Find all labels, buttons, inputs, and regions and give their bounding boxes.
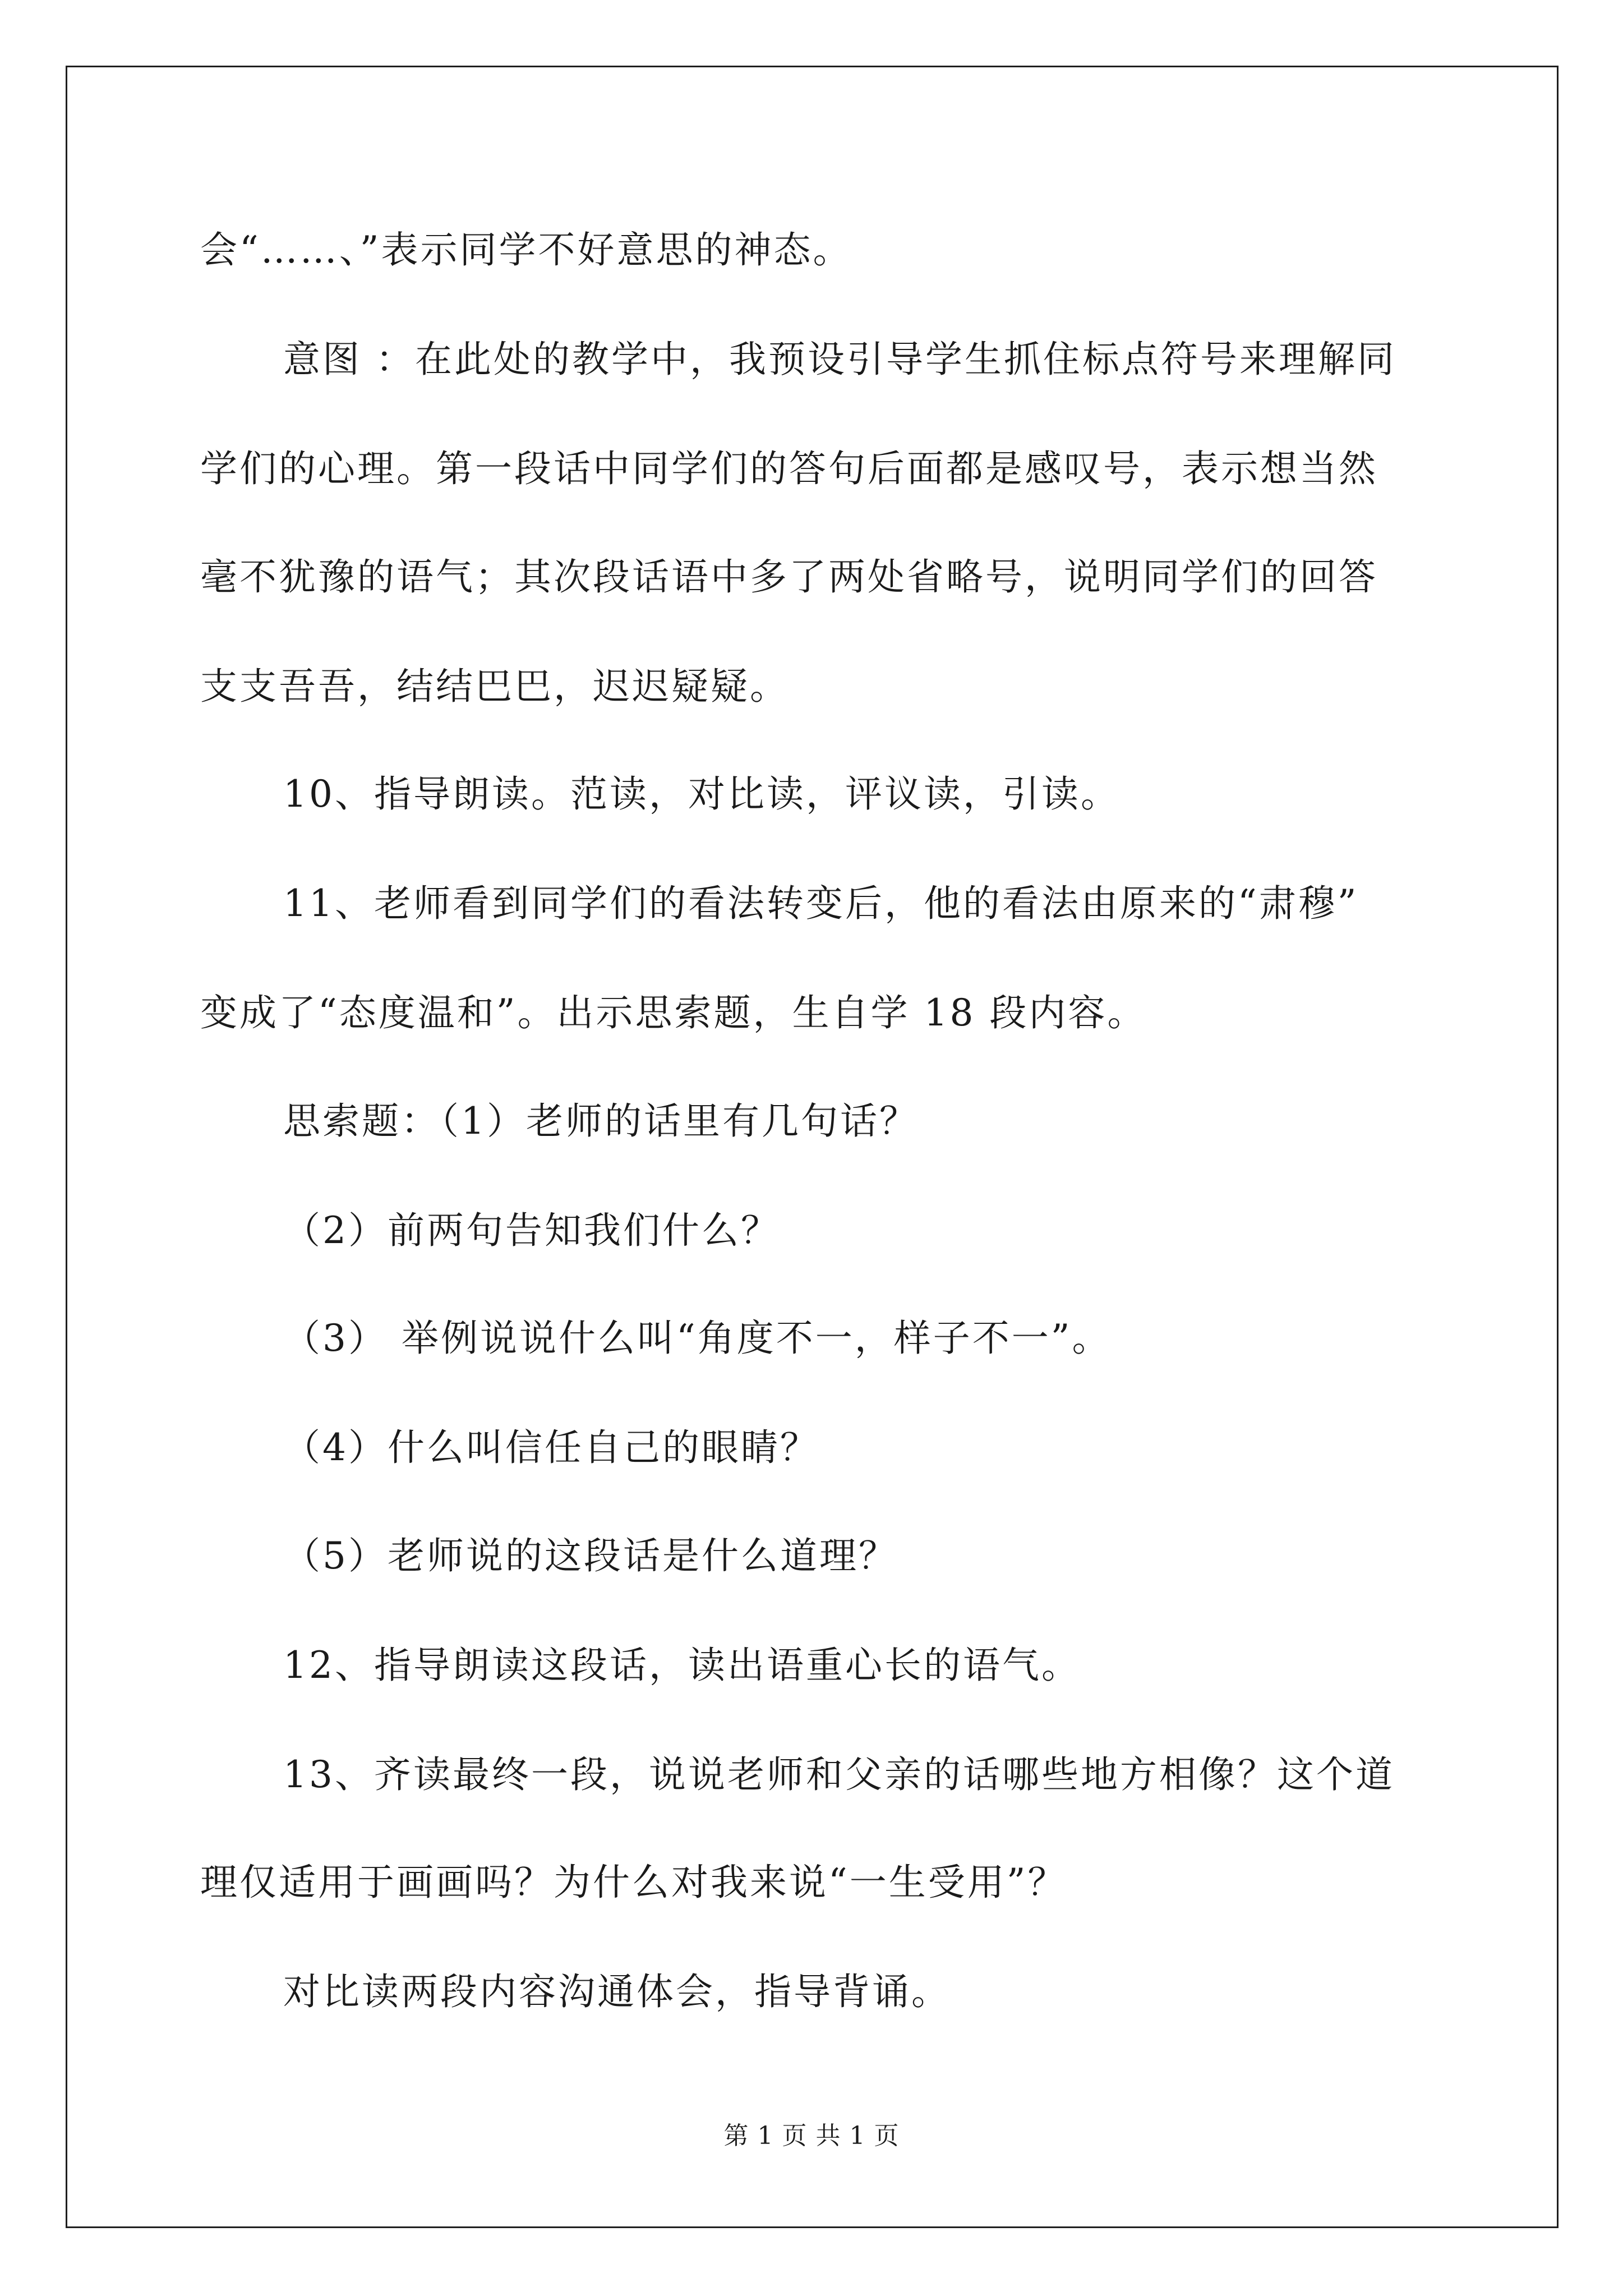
text-line: 10、指导朗读。范读，对比读，评议读，引读。: [283, 772, 1120, 816]
text-line: 11、老师看到同学们的看法转变后，他的看法由原来的“肃穆”: [283, 882, 1359, 925]
text-line: 对比读两段内容沟通体会，指导背诵。: [283, 1970, 951, 2013]
text-line: 12、指导朗读这段话，读出语重心长的语气。: [283, 1644, 1081, 1687]
text-line: （2）前两句告知我们什么？: [283, 1209, 780, 1252]
text-line: 变成了“态度温和”。出示思索题，生自学 18 段内容。: [200, 991, 1147, 1034]
text-line: 理仅适用于画画吗？为什么对我来说“一生受用”？: [200, 1861, 1067, 1904]
text-line: 毫不犹豫的语气；其次段话语中多了两处省略号，说明同学们的回答: [200, 555, 1378, 599]
text-line: 意图 ：在此处的教学中，我预设引导学生抓住标点符号来理解同: [283, 338, 1396, 381]
text-line: 学们的心理。第一段话中同学们的答句后面都是感叹号，表示想当然: [200, 447, 1378, 490]
page-footer: 第 1 页 共 1 页: [723, 2122, 900, 2150]
text-line: （5）老师说的这段话是什么道理？: [283, 1534, 898, 1577]
text-line: 会“……、”表示同学不好意思的神态。: [200, 228, 852, 272]
text-line: （3） 举例说说什么叫“角度不一，样子不一”。: [283, 1317, 1112, 1360]
text-line: 13、齐读最终一段，说说老师和父亲的话哪些地方相像？这个道: [283, 1753, 1395, 1796]
text-line: 支支吾吾，结结巴巴，迟迟疑疑。: [200, 665, 789, 708]
text-line: 思索题：（1）老师的话里有几句话？: [283, 1099, 919, 1143]
text-line: （4）什么叫信任自己的眼睛？: [283, 1426, 819, 1469]
